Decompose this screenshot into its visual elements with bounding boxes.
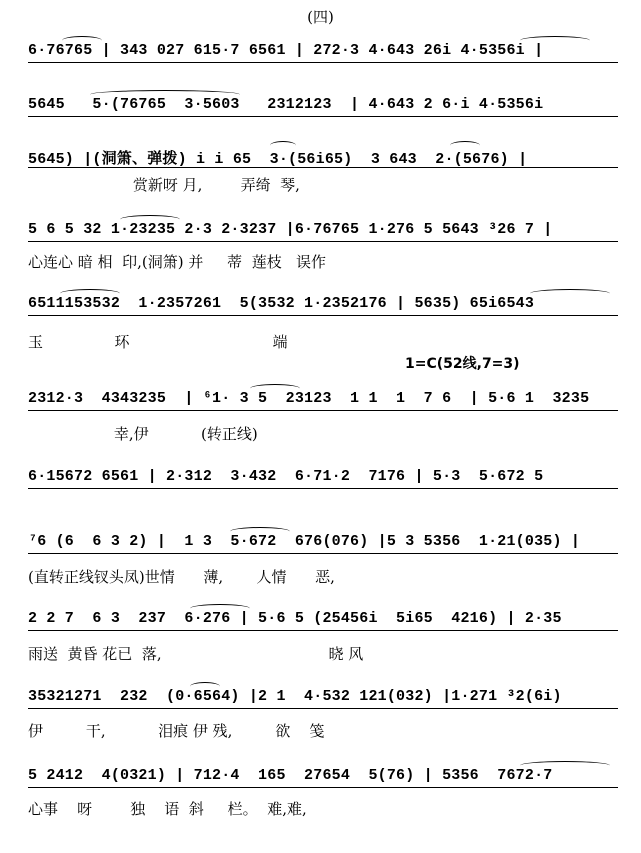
lyric-line-7: [28, 495, 618, 517]
lyric-line-8: (直转正线钗头凤)世情 薄, 人情 恶,: [28, 568, 335, 586]
slur-arc: [250, 384, 300, 393]
lyric-line-4: 心连心 暗 相 印,(洞箫) 并 蒂 莲枝 误作: [28, 253, 326, 271]
slur-arc: [62, 36, 102, 45]
notation-line-9: 2 2 7 6 3 237 6·276 | 5·6 5 (25456i 5i65 4216) | 2·35: [28, 610, 618, 632]
slur-arc: [60, 289, 120, 298]
notation-line-11: 5 2412 4(0321) | 712·4 165 27654 5(76) | 5356 7672·7: [28, 767, 618, 789]
slur-arc: [190, 604, 250, 613]
notation-line-5: 6511153532 1·2357261 5(3532 1·2352176 | 5635) 65i6543: [28, 295, 618, 317]
notation-line-1: 6·76765 | 343 027 615·7 6561 | 272·3 4·643 26i 4·5356i |: [28, 42, 618, 64]
slur-arc: [530, 289, 610, 298]
slur-arc: [90, 90, 240, 99]
notation-line-2: 5645 5·(76765 3·5603 2312123 | 4·643 2 6·i 4·5356i: [28, 96, 618, 118]
slur-arc: [450, 141, 480, 150]
lyric-line-10: 伊 干, 泪痕 伊 残, 欲 笺: [28, 722, 325, 740]
notation-line-8: ⁷6 (6 6 3 2) | 1 3 5·672 676(076) |5 3 5356 1·21(035) |: [28, 533, 618, 555]
lyric-line-9: 雨送 黄昏 花已 落, 晓 风: [28, 645, 364, 663]
slur-arc: [190, 682, 220, 691]
lyric-line-6: 幸,伊 (转正线): [28, 425, 258, 443]
lyric-line-3: 赏新呀 月, 弄绮 琴,: [28, 176, 300, 194]
slur-arc: [120, 215, 180, 224]
notation-line-7: 6·15672 6561 | 2·312 3·432 6·71·2 7176 | 5·3 5·672 5: [28, 468, 618, 490]
slur-arc: [270, 141, 296, 150]
notation-line-3: 5645) |(洞箫、弹拨) i i 65 3·(56i65) 3 643 2·(5676) |: [28, 147, 618, 169]
key-change-annotation: 1=C(52线,7=3): [405, 356, 520, 372]
lyric-line-2: [28, 120, 618, 142]
slur-arc: [520, 761, 610, 770]
slur-arc: [520, 36, 590, 45]
notation-line-6: 2312·3 4343235 | ⁶1· 3 5 23123 1 1 1 7 6 | 5·6 1 3235: [28, 390, 618, 412]
lyric-line-11: 心事 呀 独 语 斜 栏。 难,难,: [28, 800, 307, 818]
slur-arc: [230, 527, 290, 536]
notation-line-10: 35321271 232 (0·6564) |2 1 4·532 121(032) |1·271 ³2(6i): [28, 688, 618, 710]
section-title: (四): [307, 8, 334, 26]
lyric-line-5: 玉 环 端: [28, 333, 288, 351]
notation-line-4: 5 6 5 32 1·23235 2·3 2·3237 |6·76765 1·276 5 5643 ³26 7 |: [28, 221, 618, 243]
lyric-line-1: [28, 66, 618, 88]
